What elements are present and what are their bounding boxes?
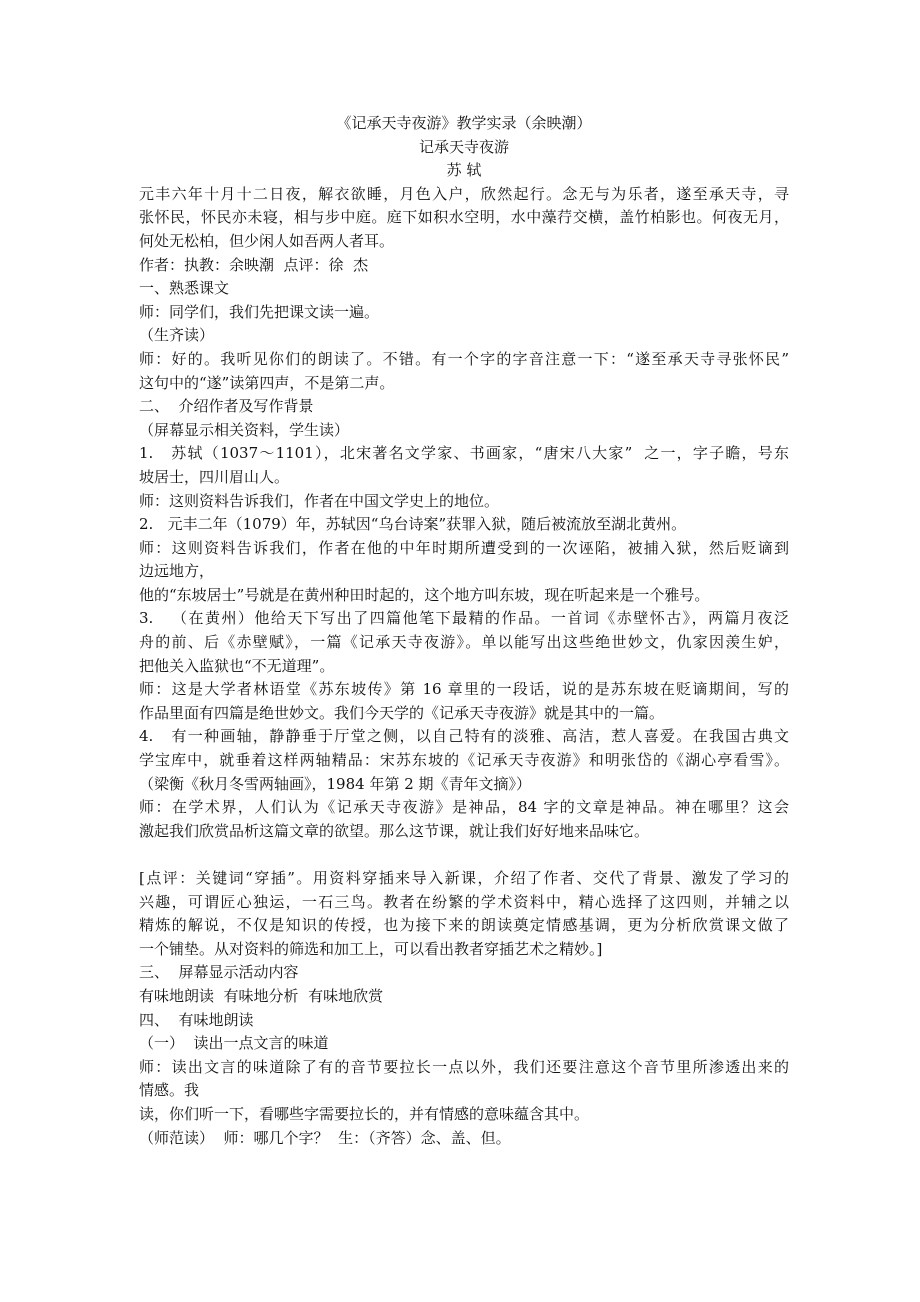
list-item-line: 2. 元丰二年（1079）年，苏轼因“乌台诗案”获罪入狱，随后被流放至湖北黄州。	[139, 515, 687, 534]
section-title: 一、熟悉课文	[139, 279, 230, 298]
classical-text-line: 张怀民，怀民亦未寝，相与步中庭。庭下如积水空明，水中藻荇交横，盖竹柏影也。何夜无月，	[139, 208, 789, 227]
teacher-remark-line: 情感。我	[139, 1081, 200, 1100]
teacher-remark-line: 师：在学术界，人们认为《记承天寺夜游》是神品，84 字的文章是神品。神在哪里？这会	[139, 798, 789, 817]
paragraph: （屏幕显示相关资料，学生读）	[139, 420, 350, 439]
paragraph-line: 这句中的“遂”读第四声，不是第二声。	[139, 373, 395, 392]
classical-text-line: 元丰六年十月十二日夜，解衣欲睡，月色入户，欣然起行。念无与为乐者，遂至承天寺，寻	[139, 184, 789, 203]
paragraph-line: 师：好的。我听见你们的朗读了。不错。有一个字的字音注意一下：“遂至承天寺寻张怀民”	[139, 349, 789, 368]
text-title: 记承天寺夜游	[418, 137, 509, 156]
comment-line: 兴趣，可谓匠心独运，一石三鸟。教者在纷繁的学术资料中，精心选择了这四则，并辅之以	[139, 892, 789, 911]
teacher-remark-line: 师：读出文言的味道除了有的音节要拉长一点以外，我们还要注意这个音节里所渗透出来的	[139, 1057, 789, 1076]
teacher-remark-line: 师：这则资料告诉我们，作者在他的中年时期所遭受到的一次诬陷，被捕入狱，然后贬谪到	[139, 538, 789, 557]
list-item-line: 学宝库中，就垂着这样两轴精品：宋苏东坡的《记承天寺夜游》和明张岱的《湖心亭看雪》。	[139, 751, 789, 770]
classical-text-line: 何处无松柏，但少闲人如吾两人者耳。	[139, 231, 395, 250]
comment-line: [点评：关键词“穿插”。用资料穿插来导入新课，介绍了作者、交代了背景、激发了学习的	[139, 869, 789, 887]
text-author: 苏 轼	[446, 161, 482, 180]
list-item-line: 坡居士，四川眉山人。	[139, 467, 290, 486]
list-item-line: 3. （在黄州）他给天下写出了四篇他笔下最精的作品。一首词《赤壁怀古》，两篇月夜泛	[139, 609, 789, 628]
teacher-remark: 师：这则资料告诉我们，作者在中国文学史上的地位。	[139, 491, 500, 510]
teacher-remark-line: 作品里面有四篇是绝世妙文。我们今天学的《记承天寺夜游》就是其中的一篇。	[139, 703, 665, 722]
teacher-remark-line: 他的“东坡居士”号就是在黄州种田时起的，这个地方叫东坡，现在听起来是一个雅号。	[139, 585, 710, 604]
paragraph: 师：同学们，我们先把课文读一遍。	[139, 302, 380, 321]
paragraph: 有味地朗读 有味地分析 有味地欣赏	[139, 986, 384, 1005]
list-item-line: 1. 苏轼（1037～1101），北宋著名文学家、书画家，“唐宋八大家” 之一，字子瞻，号东	[139, 444, 789, 463]
document-heading: 《记承天寺夜游》教学实录（余映潮）	[336, 114, 592, 132]
list-item-line: 舟的前、后《赤壁赋》，一篇《记承天寺夜游》。单以能写出这些绝世妙文，仇家因羡生妒，	[139, 633, 789, 652]
credits-line: 作者：执教：余映潮 点评：徐 杰	[139, 255, 369, 274]
teacher-remark-line: 读，你们听一下，看哪些字需要拉长的，并有情感的意味蕴含其中。	[139, 1104, 590, 1123]
document-body	[139, 112, 789, 1150]
section-title: 二、 介绍作者及写作背景	[139, 397, 314, 416]
teacher-remark-line: 师：这是大学者林语堂《苏东坡传》第 16 章里的一段话，说的是苏东坡在贬谪期间，写的	[139, 680, 789, 699]
list-item-line: 把他关入监狱也“不无道理”。	[139, 656, 335, 675]
list-item-line: （梁衡《秋月冬雪两轴画》，1984 年第 2 期《青年文摘》）	[139, 774, 532, 793]
section-title: 四、 有味地朗读	[139, 1010, 254, 1029]
subsection-title: （一） 读出一点文言的味道	[139, 1034, 329, 1053]
comment-line: 精炼的解说，不仅是知识的传授，也为接下来的朗读奠定情感基调，更为分析欣赏课文做了	[139, 916, 789, 935]
list-item-line: 4. 有一种画轴，静静垂于厅堂之侧，以自己特有的淡雅、高洁，惹人喜爱。在我国古典文	[139, 727, 789, 746]
comment-line: 一个铺垫。从对资料的筛选和加工上，可以看出教者穿插艺术之精妙。]	[139, 939, 603, 958]
paragraph: （师范读） 师：哪几个字？ 生：（齐答）念、盖、但。	[139, 1128, 511, 1147]
section-title: 三、 屏幕显示活动内容	[139, 963, 299, 982]
paragraph: （生齐读）	[139, 326, 215, 345]
blank-line	[139, 843, 789, 867]
teacher-remark-line: 边远地方，	[139, 562, 215, 581]
teacher-remark-line: 激起我们欣赏品析这篇文章的欲望。那么这节课，就让我们好好地来品味它。	[139, 821, 650, 840]
